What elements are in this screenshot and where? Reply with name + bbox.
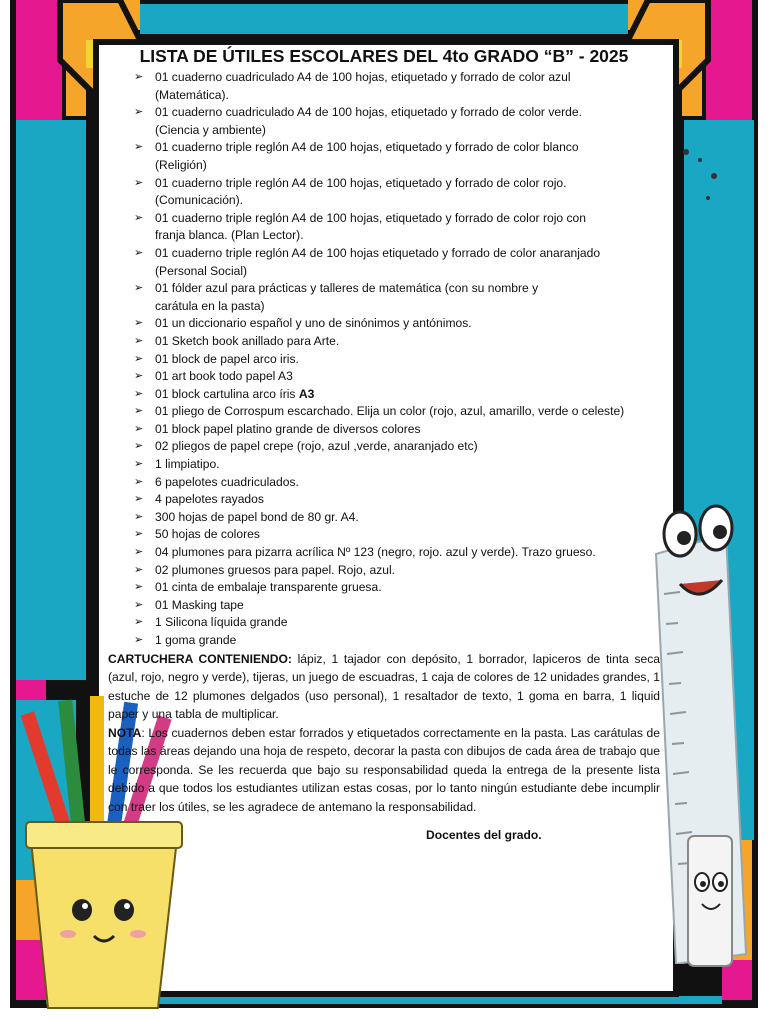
signature: Docentes del grado.	[426, 828, 542, 843]
list-item-line1: 1 limpiatipo.	[155, 457, 220, 472]
list-item	[134, 491, 660, 509]
arrow-bullet-icon: ➢	[134, 634, 144, 646]
list-item-line1: 01 fólder azul para prácticas y talleres de matemática (con su nombre y	[155, 281, 539, 296]
arrow-bullet-icon: ➢	[134, 422, 144, 435]
list-item-line1: 1 Silicona líquida grande	[155, 615, 288, 630]
list-item	[134, 210, 660, 245]
list-item-text	[155, 579, 660, 597]
nota-text: : Los cuadernos deben estar forrados y etiquetados correctamente en la pasta. Las carátulas de todas las áreas dejando una hoja de respeto, decorar la pasta con dibujos de cada área de trabajo que le corresponda. Se les recuerda que bajo su responsabilidad queda la entrega de la presente lista debido a que todos los estudiantes utilizan estas cosas, por lo tanto ningún estudiante debe incumplir con traer los útiles, se les agradece de antemano la responsabilidad.	[108, 725, 660, 814]
arrow-bullet-icon: ➢	[134, 352, 144, 365]
list-item-line1: 01 block papel platino grande de diversos colores	[155, 421, 421, 436]
nota-paragraph	[108, 724, 660, 817]
arrow-bullet-icon: ➢	[134, 282, 144, 295]
arrow-bullet-icon: ➢	[134, 546, 144, 559]
list-item-line1: 01 cuaderno triple reglón A4 de 100 hojas, etiquetado y forrado de color rojo.	[155, 175, 567, 190]
list-item-line1: 4 papelotes rayados	[155, 492, 264, 507]
list-item	[134, 351, 660, 369]
list-item-line2: (Matemática).	[155, 87, 229, 102]
list-item-text	[155, 386, 660, 404]
arrow-bullet-icon: ➢	[134, 71, 144, 83]
list-item	[134, 315, 660, 333]
list-item-text	[155, 421, 660, 439]
list-item-line1: 6 papelotes cuadriculados.	[155, 474, 299, 489]
list-item	[134, 544, 660, 562]
arrow-bullet-icon: ➢	[134, 440, 144, 453]
arrow-bullet-icon: ➢	[134, 211, 144, 224]
list-item	[134, 245, 660, 280]
list-item-text	[155, 544, 660, 562]
list-item-line1: 01 art book todo papel A3	[155, 369, 293, 384]
list-item-line1: 1 goma grande	[155, 633, 237, 647]
list-item-text	[155, 632, 660, 650]
list-item	[134, 69, 660, 104]
list-item-text	[155, 69, 660, 87]
list-item-line1: 01 cuaderno triple reglón A4 de 100 hojas, etiquetado y forrado de color rojo con	[155, 210, 586, 225]
list-item-line2: (Comunicación).	[155, 193, 244, 208]
cartuchera-text: lápiz, 1 tajador con depósito, 1 borrador, lapiceros de tinta seca (azul, rojo, negro y verde), tijeras, un juego de escuadras, 1 caja de colores de 12 unidades grandes, 1 estuche de 12 plumones delgados (uso personal), 1 resaltador de texto, 1 goma en barra, 1 liquid paper y una tabla de multiplicar.	[108, 651, 660, 722]
list-item	[134, 474, 660, 492]
cartuchera-label: CARTUCHERA CONTENIENDO:	[108, 651, 292, 666]
list-item-line2: (Ciencia y ambiente)	[155, 122, 266, 137]
list-item-line2: (Religión)	[155, 157, 207, 172]
list-item-line1: 01 cuaderno cuadriculado A4 de 100 hojas, etiquetado y forrado de color azul	[155, 70, 571, 84]
list-item-line2: carátula en la pasta)	[155, 298, 265, 313]
list-item	[134, 175, 660, 210]
list-item-text	[155, 526, 660, 544]
list-item-text	[155, 509, 660, 527]
list-item	[134, 386, 660, 404]
list-item-text	[155, 597, 660, 615]
list-item-text	[155, 351, 660, 369]
document-body	[108, 46, 660, 842]
arrow-bullet-icon: ➢	[134, 493, 144, 506]
list-item	[134, 579, 660, 597]
arrow-bullet-icon: ➢	[134, 528, 144, 541]
list-item-line1: 02 plumones gruesos para papel. Rojo, azul.	[155, 562, 396, 577]
list-item	[134, 632, 660, 650]
list-item-line1: 01 cuaderno cuadriculado A4 de 100 hojas, etiquetado y forrado de color verde.	[155, 105, 582, 120]
list-item	[134, 456, 660, 474]
list-item-line1: 01 cuaderno triple reglón A4 de 100 hojas, etiquetado y forrado de color blanco	[155, 140, 579, 155]
list-item-text	[155, 280, 660, 298]
list-item	[134, 597, 660, 615]
list-item-line1: 01 cinta de embalaje transparente gruesa.	[155, 580, 382, 595]
arrow-bullet-icon: ➢	[134, 563, 144, 576]
list-item	[134, 438, 660, 456]
list-item-text	[155, 403, 660, 421]
list-item-line2: franja blanca. (Plan Lector).	[155, 228, 304, 243]
list-item-text	[155, 245, 660, 263]
list-item	[134, 139, 660, 174]
list-item	[134, 403, 660, 421]
supply-list	[108, 69, 660, 650]
arrow-bullet-icon: ➢	[134, 246, 144, 259]
arrow-bullet-icon: ➢	[134, 405, 144, 418]
list-item-bold-tail: A3	[298, 386, 315, 401]
list-item	[134, 562, 660, 580]
list-item-line2: (Personal Social)	[155, 263, 248, 278]
list-item-text	[155, 491, 660, 509]
list-item	[134, 614, 660, 632]
list-item	[134, 104, 660, 139]
arrow-bullet-icon: ➢	[134, 458, 144, 471]
list-item-text	[155, 474, 660, 492]
list-item	[134, 368, 660, 386]
list-item-text	[155, 175, 660, 193]
arrow-bullet-icon: ➢	[134, 334, 144, 347]
list-item-text	[155, 104, 660, 122]
list-item-line1: 04 plumones para pizarra acrílica Nº 123 (negro, rojo. azul y verde). Trazo grueso.	[155, 545, 596, 560]
list-item-line1: 02 pliegos de papel crepe (rojo, azul ,verde, anaranjado etc)	[155, 439, 478, 454]
list-item-line1: 300 hojas de papel bond de 80 gr. A4.	[155, 509, 359, 524]
list-item-text	[155, 139, 660, 157]
arrow-bullet-icon: ➢	[134, 106, 144, 119]
list-item-line1: 01 Sketch book anillado para Arte.	[155, 333, 340, 348]
list-item-line1: 01 Masking tape	[155, 597, 244, 612]
cartuchera-paragraph	[108, 650, 660, 724]
list-item-text	[155, 210, 660, 228]
nota-label: NOTA	[108, 725, 142, 740]
arrow-bullet-icon: ➢	[134, 387, 144, 400]
arrow-bullet-icon: ➢	[134, 141, 144, 154]
list-item-text	[155, 562, 660, 580]
list-item	[134, 280, 660, 315]
list-item	[134, 421, 660, 439]
arrow-bullet-icon: ➢	[134, 176, 144, 189]
list-item-line1: 01 un diccionario español y uno de sinónimos y antónimos.	[155, 316, 472, 331]
list-item	[134, 509, 660, 527]
page-title: LISTA DE ÚTILES ESCOLARES DEL 4to GRADO “B” - 2025	[139, 46, 629, 66]
list-item-text	[155, 315, 660, 333]
list-item-text	[155, 456, 660, 474]
list-item-line1: 01 block cartulina arco íris	[155, 386, 299, 401]
list-item-text	[155, 614, 660, 632]
arrow-bullet-icon: ➢	[134, 510, 144, 523]
list-item-line1: 01 block de papel arco iris.	[155, 351, 299, 366]
arrow-bullet-icon: ➢	[134, 475, 144, 488]
arrow-bullet-icon: ➢	[134, 598, 144, 611]
list-item-line1: 50 hojas de colores	[155, 527, 260, 542]
list-item-text	[155, 368, 660, 386]
list-item-line1: 01 pliego de Corrospum escarchado. Elija un color (rojo, azul, amarillo, verde o celeste)	[155, 404, 625, 419]
list-item	[134, 526, 660, 544]
list-item-line1: 01 cuaderno triple reglón A4 de 100 hojas etiquetado y forrado de color anaranjado	[155, 245, 601, 260]
list-item-text	[155, 333, 660, 351]
arrow-bullet-icon: ➢	[134, 317, 144, 330]
pencil-character-icon	[680, 826, 740, 976]
arrow-bullet-icon: ➢	[134, 581, 144, 594]
arrow-bullet-icon: ➢	[134, 616, 144, 629]
list-item-text	[155, 438, 660, 456]
list-item	[134, 333, 660, 351]
arrow-bullet-icon: ➢	[134, 370, 144, 383]
